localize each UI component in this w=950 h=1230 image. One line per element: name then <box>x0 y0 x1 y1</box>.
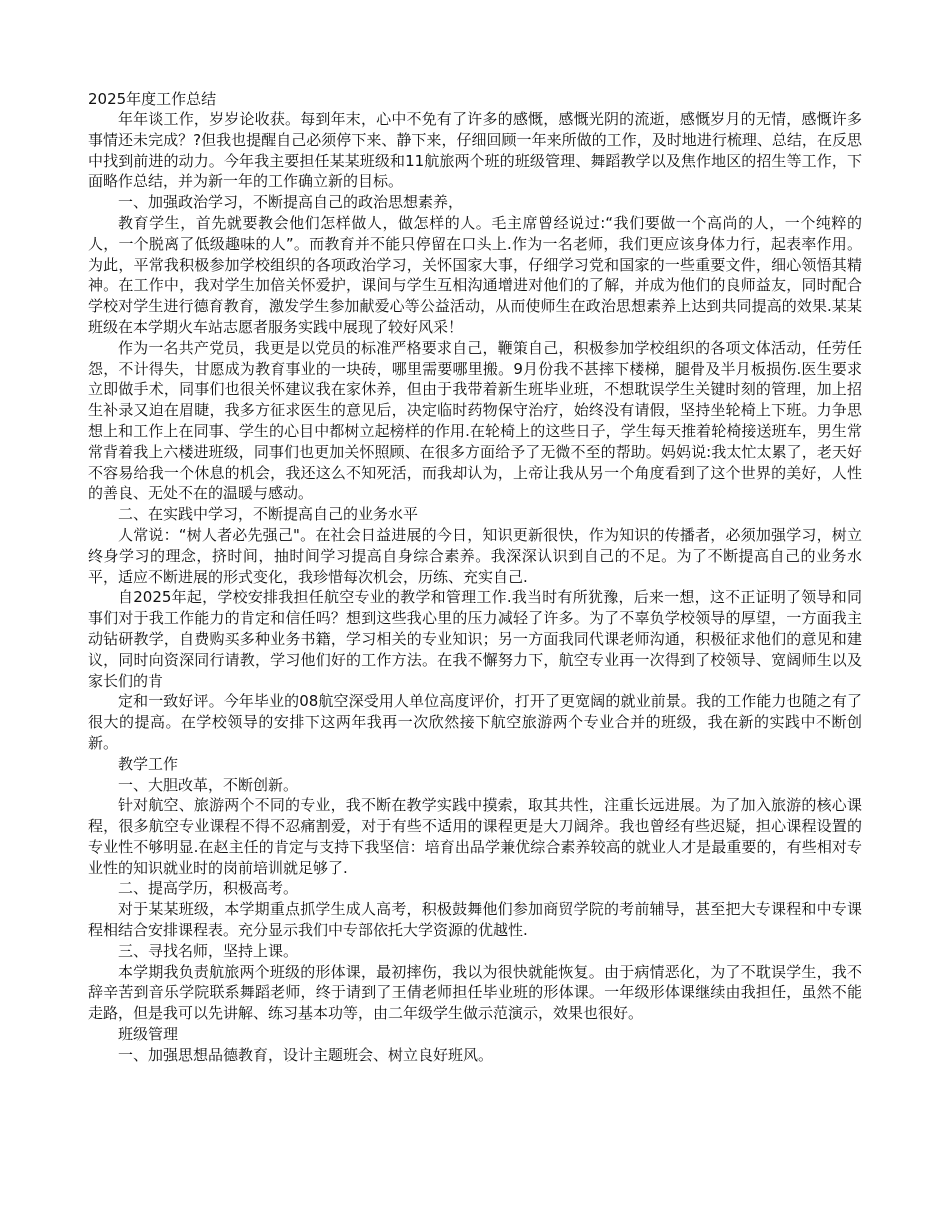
body-paragraph: 年年谈工作，岁岁论收获。每到年末，心中不免有了许多的感慨，感慨光阴的流逝，感慨岁月的无情，感慨许多事情还未完成？?但我也提醒自己必须停下来、静下来，仔细回顾一年来所做的工作，及时地进行梳理、总结，在反思中找到前进的动力。今年我主要担任某某班级和11航旅两个班的班级管理、舞蹈教学以及焦作地区的招生等工作，下面略作总结，并为新一年的工作确立新的目标。 <box>88 110 862 191</box>
section-heading: 一、大胆改革，不断创新。 <box>118 775 299 794</box>
section-heading: 教学工作 <box>118 754 179 773</box>
body-paragraph: 教育学生，首先就要教会他们怎样做人，做怎样的人。毛主席曾经说过:“我们要做一个高尚的人，一个纯粹的人，一个脱离了低级趣味的人”。而教育并不能只停留在口头上.作为一名老师，我们更应该身体力行，起表率作用。为此，平常我积极参加学校组织的各项政治学习，关怀国家大事，仔细学习党和国家的一些重要文件，细心领悟其精神。在工作中，我对学生加倍关怀爱护，课间与学生互相沟通增进对他们的了解，并成为他们的良师益友，同时配合学校对学生进行德育教育，激发学生参加献爱心等公益活动，从而使师生在政治思想素养上达到共同提高的效果.某某班级在本学期火车站志愿者服务实践中展现了较好风采！ <box>88 213 862 336</box>
body-paragraph: 对于某某班级，本学期重点抓学生成人高考，积极鼓舞他们参加商贸学院的考前辅导，甚至把大专课程和中专课程相结合安排课程表。充分显示我们中专部依托大学资源的优越性. <box>88 900 862 940</box>
body-paragraph: 定和一致好评。今年毕业的08航空深受用人单位高度评价，打开了更宽阔的就业前景。我的工作能力也随之有了很大的提高。在学校领导的安排下这两年我再一次欣然接下航空旅游两个专业合并的班级，我在新的实践中不断创新。 <box>88 692 862 752</box>
body-paragraph: 自2025年起，学校安排我担任航空专业的教学和管理工作.我当时有所犹豫，后来一想，这不正证明了领导和同事们对于我工作能力的肯定和信任吗？想到这些我心里的压力减轻了许多。为了不辜负学校领导的厚望，一方面我主动钻研教学，自费购买多种业务书籍，学习相关的专业知识；另一方面我同代课老师沟通，积极征求他们的意见和建议，同时向资深同行请教，学习他们好的工作方法。在我不懈努力下，航空专业再一次得到了校领导、宽阔师生以及家长们的肯 <box>88 588 862 690</box>
section-heading: 二、提高学历，积极高考。 <box>118 879 299 898</box>
body-paragraph: 作为一名共产党员，我更是以党员的标准严格要求自己，鞭策自己，积极参加学校组织的各项文体活动，任劳任怨，不计得失，甘愿成为教育事业的一块砖，哪里需要哪里搬。9月份我不甚摔下楼梯，腿骨及半月板损伤.医生要求立即做手术，同事们也很关怀建议我在家休养，但由于我带着新生班毕业班，不想耽误学生关键时刻的管理，加上招生补录又迫在眉睫，我多方征求医生的意见后，决定临时药物保守治疗，始终没有请假，坚持坐轮椅上下班。力争思想上和工作上在同事、学生的心目中都树立起榜样的作用.在轮椅上的这些日子，学生每天推着轮椅接送班车，男生常常背着我上六楼进班级，同事们也更加关怀照顾、在很多方面给予了无微不至的帮助。妈妈说:我太忙太累了，老天好不容易给我一个休息的机会，我还这么不知死活，而我却认为，上帝让我从另一个角度看到了这个世界的美好，人性的善良、无处不在的温暖与感动。 <box>88 338 862 503</box>
section-heading: 一、加强政治学习，不断提高自己的政治思想素养， <box>118 193 464 212</box>
section-heading: 班级管理 <box>118 1025 179 1044</box>
document-body <box>88 109 862 1066</box>
document-title: 2025年度工作总结 <box>88 90 217 108</box>
section-heading: 三、寻找名师，坚持上课。 <box>118 941 299 960</box>
body-paragraph: 人常说：“树人者必先强己"。在社会日益进展的今日，知识更新很快，作为知识的传播者，必须加强学习，树立终身学习的理念，挤时间，抽时间学习提高自身综合素养。我深深认识到自己的不足。为了不断提高自己的业务水平，适应不断进展的形式变化，我珍惜每次机会，历练、充实自己. <box>88 525 862 586</box>
body-paragraph: 本学期我负责航旅两个班级的形体课，最初摔伤，我以为很快就能恢复。由于病情恶化，为了不耽误学生，我不辞辛苦到音乐学院联系舞蹈老师，终于请到了王倩老师担任毕业班的形体课。一年级形体课继续由我担任，虽然不能走路，但是我可以先讲解、练习基本功等，由二年级学生做示范演示，效果也很好。 <box>88 962 862 1023</box>
section-heading: 一、加强思想品德教育，设计主题班会、树立良好班风。 <box>118 1045 494 1064</box>
body-paragraph: 针对航空、旅游两个不同的专业，我不断在教学实践中摸索，取其共性，注重长远进展。为了加入旅游的核心课程，很多航空专业课程不得不忍痛割爱，对于有些不适用的课程更是大刀阔斧。我也曾经有些迟疑，担心课程设置的专业性不够明显.在赵主任的肯定与支持下我坚信：培育出品学兼优综合素养较高的就业人才是最重要的，有些相对专业性的知识就业时的岗前培训就足够了. <box>88 796 862 877</box>
section-heading: 二、在实践中学习，不断提高自己的业务水平 <box>118 505 419 524</box>
